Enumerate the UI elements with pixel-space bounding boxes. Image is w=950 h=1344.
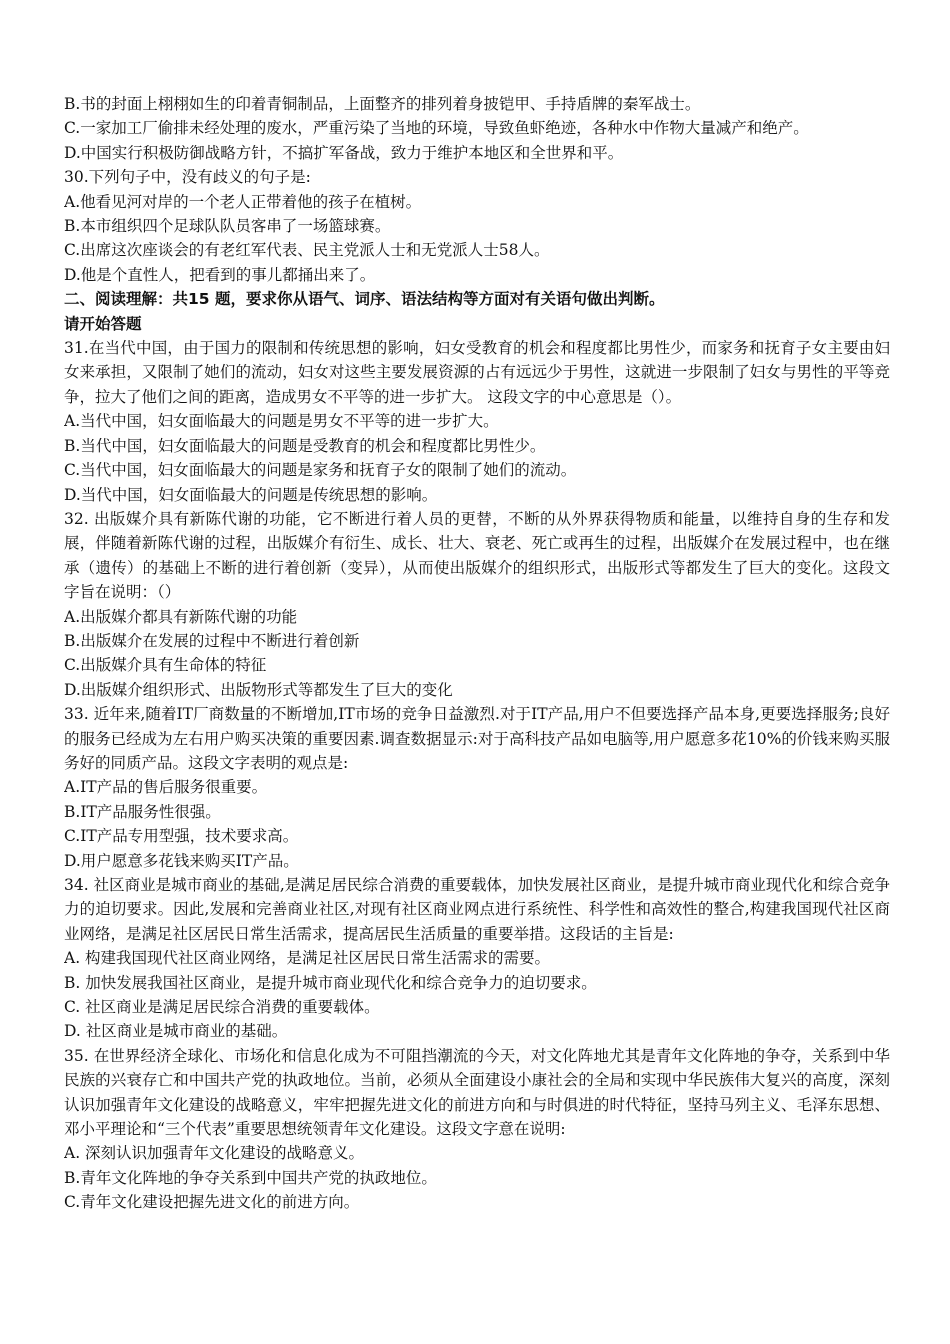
q33-option-c: C.IT产品专用型强，技术要求高。 <box>64 827 299 846</box>
q33-stem: 33. 近年来,随着IT厂商数量的不断增加,IT市场的竞争日益激烈.对于IT产品,用户不但要选择产品本身,更要选择服务;良好的服务已经成为左右用户购买决策的重要因素.调查数据显示:对于高科技产品如电脑等,用户愿意多花10%的价钱来购买服务好的同质产品。这段文字表明的观点是: <box>64 705 890 772</box>
q32-option-a: A.出版媒介都具有新陈代谢的功能 <box>64 607 298 626</box>
q35-stem: 35. 在世界经济全球化、市场化和信息化成为不可阻挡潮流的今天，对文化阵地尤其是青年文化阵地的争夺，关系到中华民族的兴衰存亡和中国共产党的执政地位。当前，必须从全面建设小康社会的全局和实现中华民族伟大复兴的高度，深刻认识加强青年文化建设的战略意义，牢牢把握先进文化的前进方向和与时俱进的时代特征，坚持马列主义、毛泽东思想、邓小平理论和“三个代表”重要思想统领青年文化建设。这段文字意在说明: <box>64 1046 890 1139</box>
q33-option-b: B.IT产品服务性很强。 <box>64 802 221 821</box>
q31-option-a: A.当代中国，妇女面临最大的问题是男女不平等的进一步扩大。 <box>64 412 499 431</box>
q34-option-a: A. 构建我国现代社区商业网络，是满足社区居民日常生活需求的需要。 <box>64 949 551 968</box>
q31-option-b: B.当代中国，妇女面临最大的问题是受教育的机会和程度都比男性少。 <box>64 436 546 455</box>
q32-option-b: B.出版媒介在发展的过程中不断进行着创新 <box>64 631 360 650</box>
q35-option-a: A. 深刻认识加强青年文化建设的战略意义。 <box>64 1144 365 1163</box>
prev-option-b: B.书的封面上栩栩如生的印着青铜制品，上面整齐的排列着身披铠甲、手持盾牌的秦军战士。 <box>64 95 701 113</box>
q32-option-d: D.出版媒介组织形式、出版物形式等都发生了巨大的变化 <box>64 680 453 699</box>
section-title: 二、阅读理解：共15 题，要求你从语气、词序、语法结构等方面对有关语句做出判断。 <box>64 290 665 309</box>
q35-option-c: C.青年文化建设把握先进文化的前进方向。 <box>64 1193 360 1212</box>
q33-option-a: A.IT产品的售后服务很重要。 <box>64 778 268 797</box>
q34-option-c: C. 社区商业是满足居民综合消费的重要载体。 <box>64 998 380 1017</box>
q33-option-d: D.用户愿意多花钱来购买IT产品。 <box>64 851 299 870</box>
q31-option-d: D.当代中国，妇女面临最大的问题是传统思想的影响。 <box>64 485 438 504</box>
q30-option-d: D.他是个直性人，把看到的事儿都捅出来了。 <box>64 265 376 284</box>
q30-stem: 30.下列句子中，没有歧义的句子是: <box>64 168 311 187</box>
q34-stem: 34. 社区商业是城市商业的基础,是满足居民综合消费的重要载体，加快发展社区商业，是提升城市商业现代化和综合竞争力的迫切要求。因此,发展和完善商业社区,对现有社区商业网点进行系统性、科学性和高效性的整合,构建我国现代社区商业网络，是满足社区居民日常生活需求，提高居民生活质量的重要举措。这段话的主旨是: <box>64 876 890 943</box>
document-page <box>64 92 890 1215</box>
q30-option-b: B.本市组织四个足球队队员客串了一场篮球赛。 <box>64 217 391 236</box>
q32-option-c: C.出版媒介具有生命体的特征 <box>64 656 267 675</box>
prev-option-c: C.一家加工厂偷排未经处理的废水，严重污染了当地的环境，导致鱼虾绝迹，各种水中作物大量减产和绝产。 <box>64 119 809 138</box>
section-start: 请开始答题 <box>64 314 142 333</box>
q30-option-a: A.他看见河对岸的一个老人正带着他的孩子在植树。 <box>64 192 422 211</box>
q31-stem: 31.在当代中国，由于国力的限制和传统思想的影响，妇女受教育的机会和程度都比男性少，而家务和抚育子女主要由妇女来承担，又限制了她们的流动，妇女对这些主要发展资源的占有远远少于男性，这就进一步限制了妇女与男性的平等竞争，拉大了他们之间的距离，造成男女不平等的进一步扩大。 这段文字的中心意思是（）。 <box>64 339 890 406</box>
q34-option-d: D. 社区商业是城市商业的基础。 <box>64 1022 288 1041</box>
prev-option-d: D.中国实行积极防御战略方针，不搞扩军备战，致力于维护本地区和全世界和平。 <box>64 143 624 162</box>
q30-option-c: C.出席这次座谈会的有老红军代表、民主党派人士和无党派人士58人。 <box>64 241 550 260</box>
q32-stem: 32. 出版媒介具有新陈代谢的功能，它不断进行着人员的更替，不断的从外界获得物质和能量，以维持自身的生存和发展，伴随着新陈代谢的过程，出版媒介有衍生、成长、壮大、衰老、死亡或再生的过程，出版媒介在发展过程中，也在继承（遗传）的基础上不断的进行着创新（变异），从而使出版媒介的组织形式，出版形式等都发生了巨大的变化。这段文字旨在说明：（） <box>64 509 890 602</box>
q31-option-c: C.当代中国，妇女面临最大的问题是家务和抚育子女的限制了她们的流动。 <box>64 461 577 480</box>
q35-option-b: B.青年文化阵地的争夺关系到中国共产党的执政地位。 <box>64 1168 437 1187</box>
q34-option-b: B. 加快发展我国社区商业，是提升城市商业现代化和综合竞争力的迫切要求。 <box>64 973 597 992</box>
